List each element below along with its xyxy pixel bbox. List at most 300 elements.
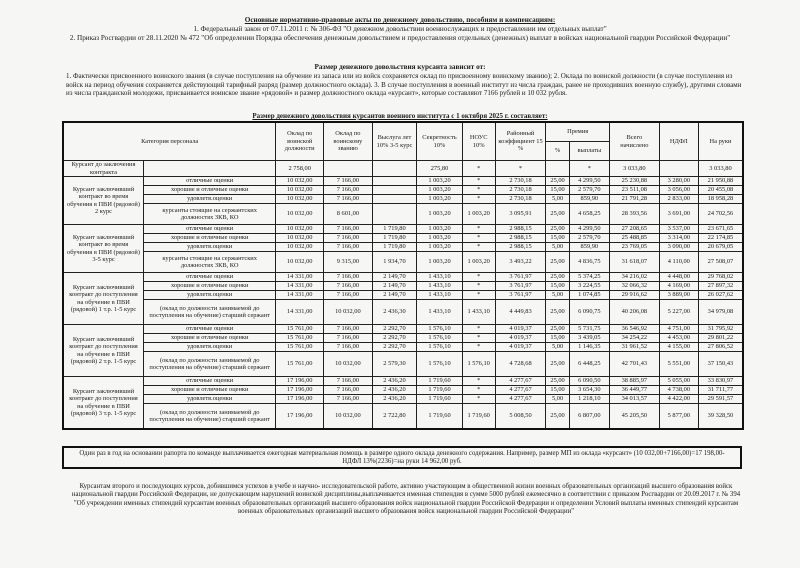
- cell-secret: 1 433,10: [417, 282, 463, 291]
- col-premia-pct: %: [546, 142, 569, 161]
- cell-secret: 1 576,10: [417, 343, 463, 352]
- cell-pct: 15,00: [546, 386, 569, 395]
- cell-pct: 25,00: [546, 377, 569, 386]
- cell-vysluga: 2 292,70: [372, 325, 416, 334]
- table-row: [63, 195, 743, 204]
- cell-total: 32 066,32: [609, 282, 659, 291]
- row-subcategory: (оклад по должности занимаемой до поступления на обучение) старший сержант: [143, 300, 275, 325]
- cell-pay: 4 658,25: [569, 204, 609, 225]
- cell-rayon: 5 008,50: [495, 404, 546, 430]
- cell-oklad_dolzh: 14 331,00: [276, 282, 324, 291]
- col-vysluga: Выслуга лет 10% 3-5 курс: [372, 122, 416, 161]
- cell-oklad_zvan: 7 166,00: [324, 377, 373, 386]
- cell-oklad_dolzh: 17 196,00: [276, 386, 324, 395]
- cell-ndfl: 4 453,00: [659, 334, 698, 343]
- cell-secret: 1 003,20: [417, 195, 463, 204]
- row-subcategory: удовлетв.оценки: [143, 195, 275, 204]
- cell-oklad_dolzh: 10 032,00: [276, 234, 324, 243]
- cell-net: 21 950,88: [698, 177, 743, 186]
- cell-oklad_dolzh: 10 032,00: [276, 225, 324, 234]
- cell-nous: *: [462, 225, 495, 234]
- cell-ndfl: 4 738,00: [659, 386, 698, 395]
- cell-total: 23 769,05: [609, 243, 659, 252]
- cell-vysluga: [372, 161, 416, 177]
- cell-pct: 5,00: [546, 291, 569, 300]
- cell-net: 20 679,05: [698, 243, 743, 252]
- cell-rayon: 4 277,67: [495, 377, 546, 386]
- cell-vysluga: 2 292,70: [372, 334, 416, 343]
- cell-rayon: 2 988,15: [495, 234, 546, 243]
- cell-pct: 25,00: [546, 252, 569, 273]
- cell-vysluga: 2 292,70: [372, 343, 416, 352]
- table-row: [63, 325, 743, 334]
- cell-net: 26 027,62: [698, 291, 743, 300]
- cell-net: 33 830,97: [698, 377, 743, 386]
- cell-nous: *: [462, 334, 495, 343]
- cell-oklad_zvan: 8 601,00: [324, 204, 373, 225]
- cell-pct: 25,00: [546, 404, 569, 430]
- cell-total: 25 488,85: [609, 234, 659, 243]
- cell-net: 37 150,43: [698, 352, 743, 377]
- cell-total: 40 206,08: [609, 300, 659, 325]
- cell-secret: 1 576,10: [417, 325, 463, 334]
- cell-oklad_dolzh: 15 761,00: [276, 325, 324, 334]
- cell-vysluga: 2 722,80: [372, 404, 416, 430]
- cell-secret: 1 003,20: [417, 252, 463, 273]
- cell-pct: 15,00: [546, 334, 569, 343]
- cell-oklad_zvan: 7 166,00: [324, 195, 373, 204]
- cell-rayon: 4 019,37: [495, 343, 546, 352]
- row-subcategory: удовлетв.оценки: [143, 343, 275, 352]
- cell-oklad_dolzh: 14 331,00: [276, 273, 324, 282]
- table-row: [63, 177, 743, 186]
- scholarship-text: Курсантам второго и последующих курсов, добившимся успехов в учебе и научно- исследовательской работе, активно участвующим в общественной жизни военных образовательных организаций высшего образования войск национальной гвардии Российской Федерации, не допускающим нарушений воинской дисциплины,выплачивается именная стипендия в сумме 5000 рублей ежемесячно в соответствии с приказом Росгвардии от 20.09.2017 г. № 394 "Об учреждении именных стипендий курсантам военных образовательных организаций высшего образования войск национальной гвардии Российской Федерации и определении Условий выплаты именных стипендий курсантам военных образовательных организаций высшего образования войск национальной гвардии Российской Федерации": [71, 483, 741, 516]
- cell-pay: 859,90: [569, 195, 609, 204]
- cell-net: 31 795,92: [698, 325, 743, 334]
- cell-secret: 1 719,60: [417, 377, 463, 386]
- cell-ndfl: 5 055,00: [659, 377, 698, 386]
- cell-total: 36 546,92: [609, 325, 659, 334]
- cell-net: 22 174,85: [698, 234, 743, 243]
- cell-pay: 2 579,70: [569, 186, 609, 195]
- cell-net: 27 806,52: [698, 343, 743, 352]
- allowance-table: [62, 121, 744, 430]
- cell-pay: 859,90: [569, 243, 609, 252]
- cell-secret: 1 433,10: [417, 300, 463, 325]
- cell-secret: 1 003,20: [417, 225, 463, 234]
- row-subcategory: хорошие и отличные оценки: [143, 282, 275, 291]
- depends-text: 1. Фактически присвоенного воинского звания (в случае поступления на обучение из запаса или из войск сохраняется оклад по присвоенному воинскому званию); 2. Оклада по воинской должности (в случае поступления из войск на период обучения сохраняется действующий тарифный разряд (размер должностного оклада). 3. В случае поступления в военный институт из числа граждан, ранее не проходивших военную службу), другими словами из числа гражданской молодежи, присваивается воинское звание «рядовой» и размер должностного оклада «курсант», которые составляют 7166 рублей и 10 032 рубля.: [66, 72, 742, 98]
- cell-net: 34 979,08: [698, 300, 743, 325]
- cell-oklad_dolzh: 15 761,00: [276, 334, 324, 343]
- row-subcategory: отличные оценки: [143, 377, 275, 386]
- table-row: [63, 386, 743, 395]
- act-2: 2. Приказ Росгвардии от 28.11.2020 № 472 "Об определении Порядка обеспечения денежным довольствием и предоставления отдельных (денежных) выплат в войсках национальной гвардии Российской Федерации": [69, 34, 731, 42]
- col-net: На руки: [698, 122, 743, 161]
- cell-net: 39 328,50: [698, 404, 743, 430]
- cell-rayon: 3 761,97: [495, 282, 546, 291]
- header-row: [63, 122, 743, 142]
- cell-nous: *: [462, 377, 495, 386]
- cell-pct: 25,00: [546, 300, 569, 325]
- cell-ndfl: 3 889,00: [659, 291, 698, 300]
- cell-nous: *: [462, 343, 495, 352]
- cell-nous: *: [462, 234, 495, 243]
- cell-pay: 5 731,75: [569, 325, 609, 334]
- cell-nous: *: [462, 177, 495, 186]
- cell-vysluga: [372, 204, 416, 225]
- cell-rayon: 4 277,67: [495, 395, 546, 404]
- row-category: Курсант до заключения контракта: [63, 161, 143, 177]
- cell-oklad_zvan: 7 166,00: [324, 325, 373, 334]
- row-subcategory: удовлетв.оценки: [143, 243, 275, 252]
- cell-pay: *: [569, 161, 609, 177]
- cell-oklad_dolzh: 10 032,00: [276, 195, 324, 204]
- table-row: [63, 204, 743, 225]
- cell-pct: 15,00: [546, 186, 569, 195]
- cell-ndfl: 4 155,00: [659, 343, 698, 352]
- cell-total: 31 618,07: [609, 252, 659, 273]
- table-row: [63, 300, 743, 325]
- row-subcategory: хорошие и отличные оценки: [143, 386, 275, 395]
- cell-total: 45 205,50: [609, 404, 659, 430]
- cell-pay: 5 374,25: [569, 273, 609, 282]
- col-nous: НОУС 10%: [462, 122, 495, 161]
- cell-pay: 3 224,55: [569, 282, 609, 291]
- cell-secret: 1 003,20: [417, 186, 463, 195]
- cell-ndfl: 3 691,00: [659, 204, 698, 225]
- cell-pay: 6 807,00: [569, 404, 609, 430]
- cell-oklad_zvan: 9 315,00: [324, 252, 373, 273]
- cell-oklad_zvan: 7 166,00: [324, 234, 373, 243]
- col-premia: Премия: [546, 122, 610, 142]
- cell-nous: *: [462, 282, 495, 291]
- cell-oklad_dolzh: 15 761,00: [276, 343, 324, 352]
- row-subcategory: хорошие и отличные оценки: [143, 186, 275, 195]
- cell-rayon: 2 730,18: [495, 186, 546, 195]
- cell-secret: 1 719,60: [417, 395, 463, 404]
- cell-vysluga: 1 719,80: [372, 243, 416, 252]
- cell-vysluga: 2 149,70: [372, 273, 416, 282]
- cell-net: 31 711,77: [698, 386, 743, 395]
- cell-oklad_zvan: 7 166,00: [324, 343, 373, 352]
- cell-nous: *: [462, 395, 495, 404]
- cell-pct: 25,00: [546, 352, 569, 377]
- cell-total: 25 230,88: [609, 177, 659, 186]
- cell-rayon: 4 019,37: [495, 325, 546, 334]
- cell-pct: 25,00: [546, 204, 569, 225]
- group-category: Курсант заключивший контракт во время обучения в ПВИ (рядовой) 3-5 курс: [63, 225, 143, 273]
- cell-pay: 6 090,50: [569, 377, 609, 386]
- cell-nous: *: [462, 325, 495, 334]
- cell-pct: 5,00: [546, 243, 569, 252]
- col-ndfl: НДФЛ: [659, 122, 698, 161]
- cell-rayon: 3 761,97: [495, 291, 546, 300]
- cell-net: 29 801,22: [698, 334, 743, 343]
- cell-nous: 1 719,60: [462, 404, 495, 430]
- cell-vysluga: 1 719,80: [372, 234, 416, 243]
- cell-nous: *: [462, 243, 495, 252]
- cell-net: 20 455,08: [698, 186, 743, 195]
- cell-oklad_zvan: [324, 161, 373, 177]
- cell-vysluga: 2 149,70: [372, 282, 416, 291]
- cell-oklad_dolzh: 10 032,00: [276, 204, 324, 225]
- cell-rayon: 2 988,15: [495, 243, 546, 252]
- cell-pay: 4 836,75: [569, 252, 609, 273]
- cell-pay: 3 654,30: [569, 386, 609, 395]
- cell-vysluga: 2 579,30: [372, 352, 416, 377]
- cell-oklad_dolzh: 10 032,00: [276, 177, 324, 186]
- cell-pct: [546, 161, 569, 177]
- cell-ndfl: [659, 161, 698, 177]
- cell-nous: 1 003,20: [462, 204, 495, 225]
- cell-ndfl: 3 056,00: [659, 186, 698, 195]
- cell-total: 34 254,22: [609, 334, 659, 343]
- cell-ndfl: 3 090,00: [659, 243, 698, 252]
- table-row: [63, 404, 743, 430]
- cell-net: 29 768,02: [698, 273, 743, 282]
- cell-oklad_zvan: 10 032,00: [324, 352, 373, 377]
- table-row: [63, 273, 743, 282]
- table-row: [63, 234, 743, 243]
- cell-nous: *: [462, 386, 495, 395]
- cell-secret: 1 576,10: [417, 334, 463, 343]
- cell-pay: 1 074,85: [569, 291, 609, 300]
- cell-nous: 1 433,10: [462, 300, 495, 325]
- cell-net: 3 033,80: [698, 161, 743, 177]
- cell-nous: *: [462, 195, 495, 204]
- table-row: [63, 252, 743, 273]
- cell-pay: 6 090,75: [569, 300, 609, 325]
- cell-ndfl: 3 537,00: [659, 225, 698, 234]
- cell-pct: 5,00: [546, 395, 569, 404]
- cell-vysluga: [372, 177, 416, 186]
- cell-rayon: 4 019,37: [495, 334, 546, 343]
- cell-nous: *: [462, 161, 495, 177]
- cell-rayon: 2 730,18: [495, 177, 546, 186]
- cell-pct: 5,00: [546, 195, 569, 204]
- cell-secret: 1 719,60: [417, 404, 463, 430]
- cell-rayon: 2 730,18: [495, 195, 546, 204]
- cell-total: 28 393,56: [609, 204, 659, 225]
- cell-secret: 1 433,10: [417, 291, 463, 300]
- cell-ndfl: 4 169,00: [659, 282, 698, 291]
- col-category: Категория персонала: [63, 122, 276, 161]
- table-title: Размер денежного довольствия курсантов военного института с 1 октября 2025 г. составляет:: [252, 112, 548, 120]
- cell-rayon: 3 095,91: [495, 204, 546, 225]
- cell-net: 27 897,32: [698, 282, 743, 291]
- cell-ndfl: 5 227,00: [659, 300, 698, 325]
- col-premia-pay: выплаты: [569, 142, 609, 161]
- cell-oklad_zvan: 7 166,00: [324, 243, 373, 252]
- cell-pct: 25,00: [546, 273, 569, 282]
- cell-total: 3 033,80: [609, 161, 659, 177]
- cell-nous: *: [462, 273, 495, 282]
- row-subcategory: отличные оценки: [143, 177, 275, 186]
- cell-oklad_zvan: 7 166,00: [324, 395, 373, 404]
- cell-nous: 1 003,20: [462, 252, 495, 273]
- cell-net: 23 671,65: [698, 225, 743, 234]
- table-row: [63, 343, 743, 352]
- cell-total: 21 791,28: [609, 195, 659, 204]
- depends-title: Размер денежного довольствия курсанта зависит от:: [314, 63, 486, 71]
- cell-total: 23 511,08: [609, 186, 659, 195]
- cell-oklad_dolzh: 17 196,00: [276, 395, 324, 404]
- cell-total: 31 961,52: [609, 343, 659, 352]
- table-row: [63, 282, 743, 291]
- cell-pay: 1 218,10: [569, 395, 609, 404]
- cell-net: 29 591,57: [698, 395, 743, 404]
- cell-ndfl: 5 551,00: [659, 352, 698, 377]
- cell-rayon: 3 761,97: [495, 273, 546, 282]
- cell-oklad_zvan: 7 166,00: [324, 186, 373, 195]
- table-row: [63, 225, 743, 234]
- cell-ndfl: 4 422,00: [659, 395, 698, 404]
- cell-total: 36 449,77: [609, 386, 659, 395]
- cell-pct: 25,00: [546, 225, 569, 234]
- table-row: [63, 334, 743, 343]
- group-category: Курсант заключивший контракт до поступления на обучение в ПВИ (рядовой) 2 т.р. 1-5 курс: [63, 325, 143, 377]
- cell-oklad_dolzh: 17 196,00: [276, 404, 324, 430]
- row-subcategory: (оклад по должности занимаемой до поступления на обучение) старший сержант: [143, 404, 275, 430]
- cell-pay: 6 448,25: [569, 352, 609, 377]
- cell-secret: 1 003,20: [417, 177, 463, 186]
- group-category: Курсант заключивший контракт до поступления на обучение в ПВИ (рядовой) 1 т.р. 1-5 курс: [63, 273, 143, 325]
- cell-nous: *: [462, 186, 495, 195]
- cell-secret: 1 719,60: [417, 386, 463, 395]
- cell-vysluga: 2 436,20: [372, 395, 416, 404]
- row-subcategory: [143, 161, 275, 177]
- table-row: [63, 186, 743, 195]
- cell-oklad_dolzh: 10 032,00: [276, 252, 324, 273]
- act-1: 1. Федеральный закон от 07.11.2011 г. № 306-ФЗ "О денежном довольствии военнослужащих и предоставлении им отдельных выплат": [193, 25, 607, 33]
- cell-pct: 25,00: [546, 177, 569, 186]
- col-total: Всего начислено: [609, 122, 659, 161]
- cell-vysluga: 2 436,30: [372, 300, 416, 325]
- cell-vysluga: 2 436,20: [372, 386, 416, 395]
- cell-nous: *: [462, 291, 495, 300]
- cell-ndfl: 4 110,00: [659, 252, 698, 273]
- cell-oklad_zvan: 7 166,00: [324, 273, 373, 282]
- cell-oklad_dolzh: 14 331,00: [276, 291, 324, 300]
- cell-pay: 1 146,35: [569, 343, 609, 352]
- cell-rayon: 2 988,15: [495, 225, 546, 234]
- col-secret: Секретность 10%: [417, 122, 463, 161]
- cell-pay: 3 439,05: [569, 334, 609, 343]
- cell-total: 29 916,62: [609, 291, 659, 300]
- cell-total: 27 208,65: [609, 225, 659, 234]
- row-subcategory: курсанты стоящие на сержантских должностях ЗКВ, КО: [143, 204, 275, 225]
- cell-vysluga: [372, 195, 416, 204]
- cell-secret: 1 576,10: [417, 352, 463, 377]
- cell-rayon: 4 728,68: [495, 352, 546, 377]
- cell-rayon: *: [495, 161, 546, 177]
- cell-oklad_zvan: 7 166,00: [324, 177, 373, 186]
- row-subcategory: курсанты стоящие на сержантских должностях ЗКВ, КО: [143, 252, 275, 273]
- cell-total: 34 013,57: [609, 395, 659, 404]
- col-oklad_dolzh: Оклад по воинской должности: [276, 122, 324, 161]
- table-row: [63, 161, 743, 177]
- cell-ndfl: 5 877,00: [659, 404, 698, 430]
- cell-net: 18 958,28: [698, 195, 743, 204]
- table-row: [63, 352, 743, 377]
- row-subcategory: удовлетв.оценки: [143, 291, 275, 300]
- cell-nous: 1 576,10: [462, 352, 495, 377]
- cell-secret: 1 003,20: [417, 243, 463, 252]
- cell-oklad_dolzh: 10 032,00: [276, 186, 324, 195]
- cell-vysluga: 1 719,80: [372, 225, 416, 234]
- cell-ndfl: 3 280,00: [659, 177, 698, 186]
- cell-oklad_dolzh: 14 331,00: [276, 300, 324, 325]
- row-subcategory: (оклад по должности занимаемой до поступления на обучение) старший сержант: [143, 352, 275, 377]
- cell-total: 42 701,43: [609, 352, 659, 377]
- table-row: [63, 395, 743, 404]
- cell-ndfl: 3 314,00: [659, 234, 698, 243]
- cell-ndfl: 4 751,00: [659, 325, 698, 334]
- cell-secret: 1 433,10: [417, 273, 463, 282]
- cell-oklad_dolzh: 15 761,00: [276, 352, 324, 377]
- cell-oklad_zvan: 7 166,00: [324, 334, 373, 343]
- cell-pay: 2 579,70: [569, 234, 609, 243]
- cell-oklad_zvan: 7 166,00: [324, 282, 373, 291]
- cell-pct: 15,00: [546, 282, 569, 291]
- row-subcategory: удовлетв.оценки: [143, 395, 275, 404]
- cell-oklad_zvan: 7 166,00: [324, 386, 373, 395]
- cell-oklad_zvan: 10 032,00: [324, 300, 373, 325]
- cell-secret: 1 003,20: [417, 204, 463, 225]
- material-aid-note: Один раз в год на основании рапорта по команде выплачивается ежегодная материальная помощь в размере одного оклада денежного содержания. Например, размер МП из оклада «курсант» (10 032,00+7166,00)=17 198,00-НДФЛ 13%(2236)=на руки 14 962,00 руб.: [62, 446, 742, 469]
- cell-oklad_dolzh: 10 032,00: [276, 243, 324, 252]
- cell-oklad_zvan: 10 032,00: [324, 404, 373, 430]
- row-subcategory: хорошие и отличные оценки: [143, 334, 275, 343]
- cell-rayon: 4 449,83: [495, 300, 546, 325]
- cell-vysluga: 1 934,70: [372, 252, 416, 273]
- row-subcategory: отличные оценки: [143, 325, 275, 334]
- group-category: Курсант заключивший контракт до поступления на обучение в ПВИ (рядовой) 3 т.р. 1-5 курс: [63, 377, 143, 430]
- col-rayon: Районный коэффициент 15 %: [495, 122, 546, 161]
- cell-secret: 1 003,20: [417, 234, 463, 243]
- col-oklad_zvan: Оклад по воинскому званию: [324, 122, 373, 161]
- cell-oklad_dolzh: 2 758,00: [276, 161, 324, 177]
- cell-total: 34 216,02: [609, 273, 659, 282]
- acts-title: Основные нормативно-правовые акты по денежному довольствию, пособиям и компенсациям:: [244, 16, 556, 24]
- table-row: [63, 377, 743, 386]
- table-row: [63, 243, 743, 252]
- cell-ndfl: 4 448,00: [659, 273, 698, 282]
- cell-rayon: 3 493,22: [495, 252, 546, 273]
- row-subcategory: отличные оценки: [143, 273, 275, 282]
- cell-pay: 4 299,50: [569, 225, 609, 234]
- cell-secret: 275,80: [417, 161, 463, 177]
- cell-vysluga: 2 436,20: [372, 377, 416, 386]
- row-subcategory: хорошие и отличные оценки: [143, 234, 275, 243]
- cell-pay: 4 299,50: [569, 177, 609, 186]
- cell-pct: 5,00: [546, 343, 569, 352]
- cell-net: 24 702,56: [698, 204, 743, 225]
- cell-ndfl: 2 833,00: [659, 195, 698, 204]
- table-row: [63, 291, 743, 300]
- cell-net: 27 508,07: [698, 252, 743, 273]
- cell-pct: 15,00: [546, 234, 569, 243]
- cell-oklad_zvan: 7 166,00: [324, 225, 373, 234]
- row-subcategory: отличные оценки: [143, 225, 275, 234]
- cell-oklad_dolzh: 17 196,00: [276, 377, 324, 386]
- group-category: Курсант заключивший контракт во время обучения в ПВИ (рядовой) 2 курс: [63, 177, 143, 225]
- cell-vysluga: 2 149,70: [372, 291, 416, 300]
- cell-rayon: 4 277,67: [495, 386, 546, 395]
- cell-pct: 25,00: [546, 325, 569, 334]
- cell-vysluga: [372, 186, 416, 195]
